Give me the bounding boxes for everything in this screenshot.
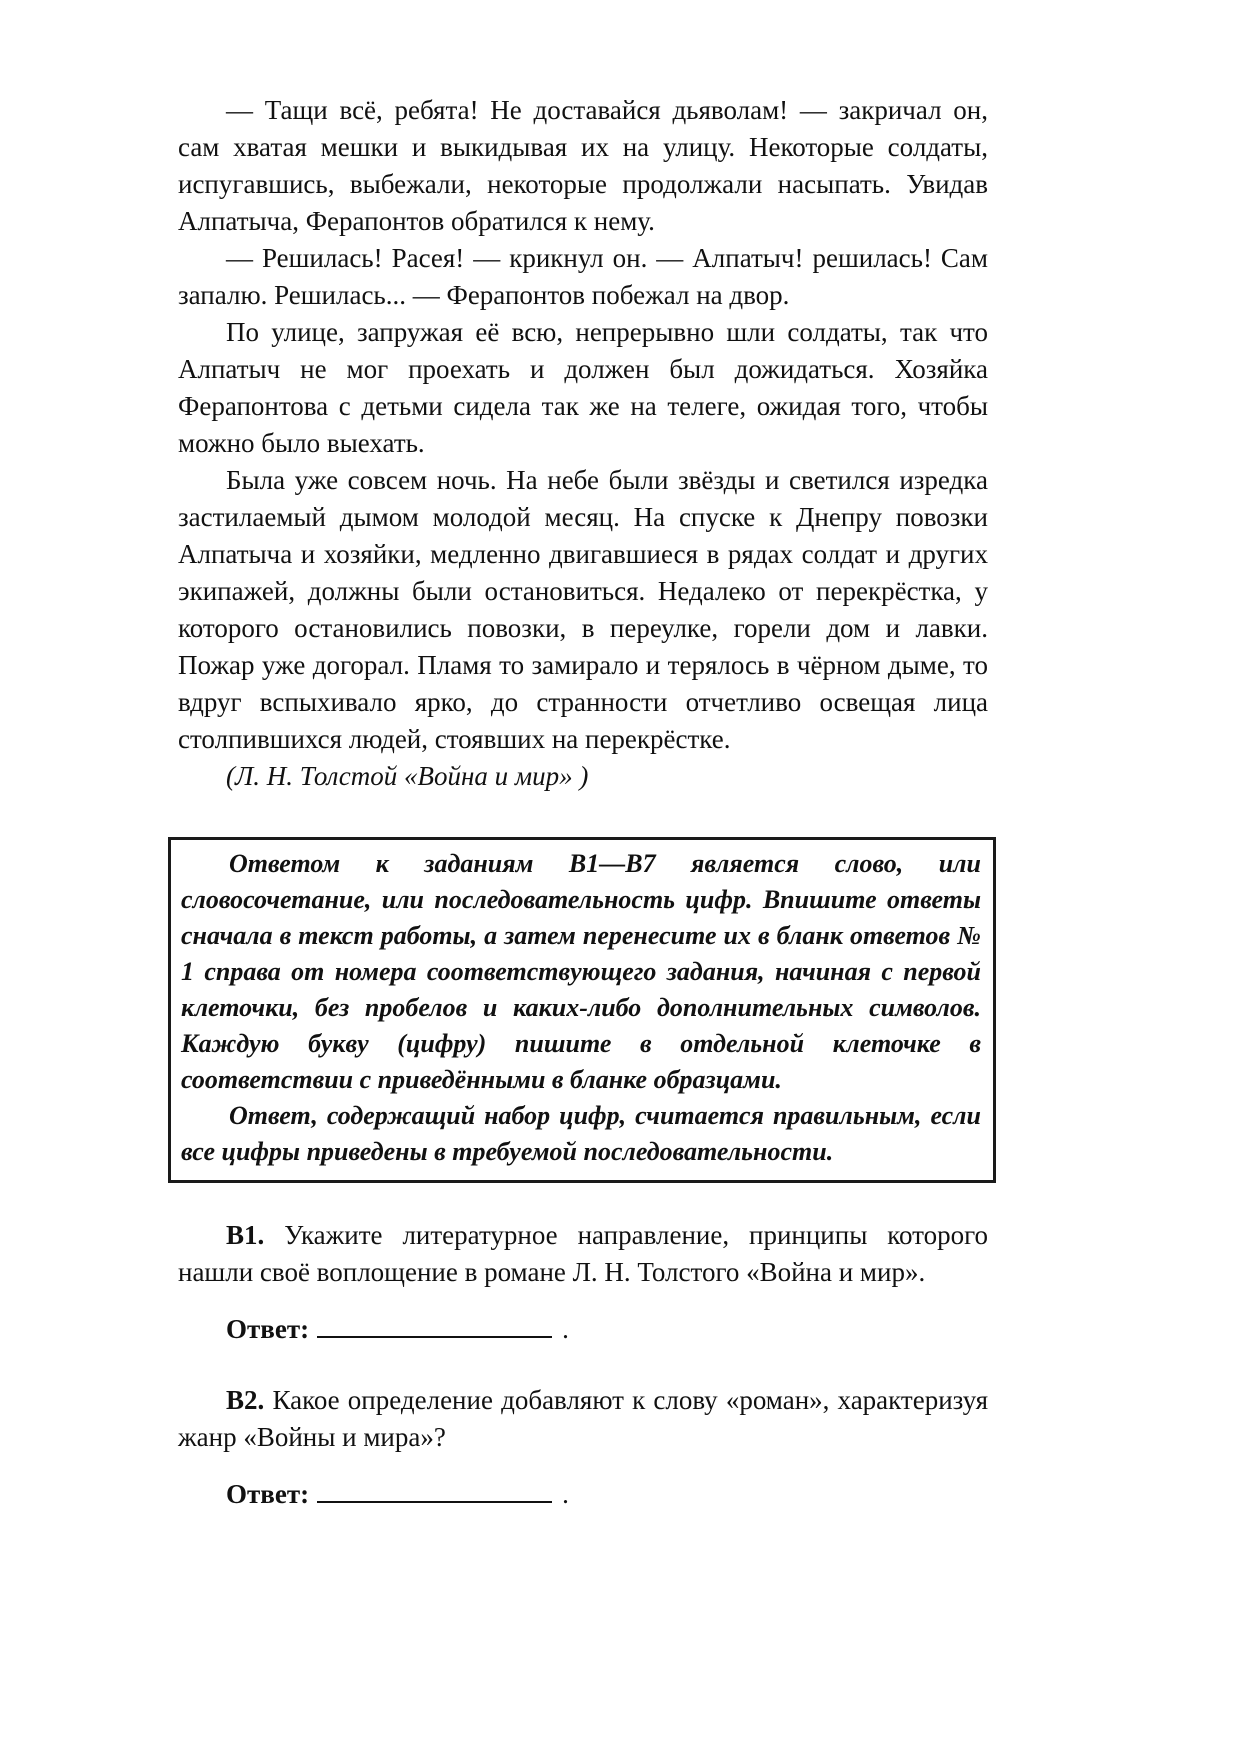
passage-attribution: (Л. Н. Толстой «Война и мир» )	[226, 761, 589, 791]
task-b2-answer-label: Ответ:	[226, 1479, 310, 1509]
task-b2-answer-period: .	[562, 1479, 569, 1509]
task-b1-text: Укажите литературное направление, принципы которого нашли своё воплощение в романе Л. Н. Толстого «Война и мир».	[178, 1220, 989, 1287]
task-b1-label: В1.	[226, 1220, 265, 1250]
task-b1-answer-label: Ответ:	[226, 1314, 310, 1344]
task-b1-answer-blank	[317, 1309, 552, 1338]
tolstoy-passage	[178, 92, 988, 795]
instruction-box	[168, 837, 996, 1183]
task-b2-text: Какое определение добавляют к слову «роман», характеризуя жанр «Войны и мира»?	[178, 1385, 989, 1452]
passage-paragraph-4: Была уже совсем ночь. На небе были звёзды и светился изредка застилаемый дымом молодой месяц. На спуске к Днепру повозки Алпатыча и хозяйки, медленно двигавшиеся в рядах солдат и других экипажей, должны были остановиться. Недалеко от перекрёстка, у которого остановились повозки, в переулке, горели дом и лавки. Пожар уже догорал. Пламя то замирало и терялось в чёрном дыме, то вдруг вспыхивало ярко, до странности отчетливо освещая лица столпившихся людей, стоявших на перекрёстке.	[178, 465, 988, 754]
instruction-paragraph-2: Ответ, содержащий набор цифр, считается правильным, если все цифры приведены в требуемой последовательности.	[181, 1101, 981, 1166]
passage-paragraph-2: — Решилась! Расея! — крикнул он. — Алпатыч! решилась! Сам запалю. Решилась... — Ферапонтов побежал на двор.	[178, 243, 988, 310]
task-b2-answer-blank	[317, 1474, 552, 1503]
passage-paragraph-1: — Тащи всё, ребята! Не доставайся дьяволам! — закричал он, сам хватая мешки и выкидывая их на улицу. Некоторые солдаты, испугавшись, выбежали, некоторые продолжали насыпать. Увидав Алпатыча, Ферапонтов обратился к нему.	[178, 95, 988, 236]
task-b1	[178, 1217, 988, 1348]
task-b1-answer-period: .	[562, 1314, 569, 1344]
passage-paragraph-3: По улице, запружая её всю, непрерывно шли солдаты, так что Алпатыч не мог проехать и должен был дожидаться. Хозяйка Ферапонтова с детьми сидела так же на телеге, ожидая того, чтобы можно было выехать.	[178, 317, 988, 458]
task-b2	[178, 1382, 988, 1513]
task-b2-label: В2.	[226, 1385, 265, 1415]
instruction-paragraph-1: Ответом к заданиям В1—В7 является слово, или словосочетание, или последовательность цифр. Впишите ответы сначала в текст работы, а затем перенесите их в бланк ответов № 1 справа от номера соответствующего задания, начиная с первой клеточки, без пробелов и каких-либо дополнительных символов. Каждую букву (цифру) пишите в отдельной клеточке в соответствии с приведёнными в бланке образцами.	[181, 849, 981, 1094]
scanned-book-page	[178, 0, 988, 1513]
task-b1-answer-row	[226, 1309, 988, 1348]
task-b2-answer-row	[226, 1474, 988, 1513]
